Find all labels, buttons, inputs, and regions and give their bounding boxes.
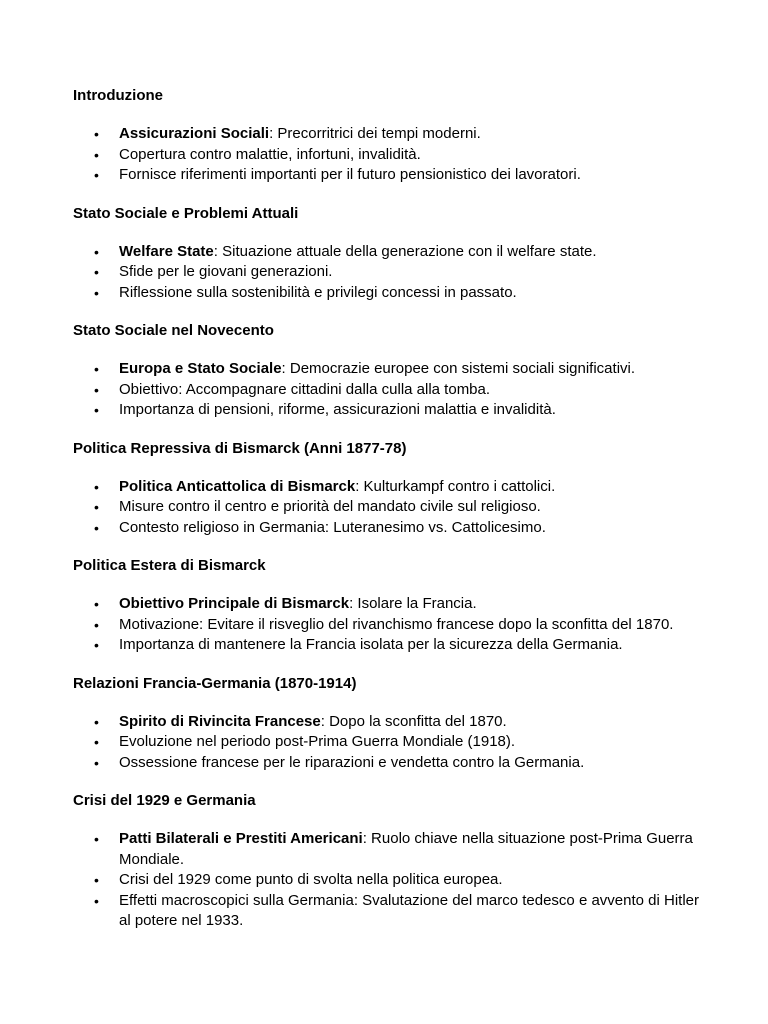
bullet-text: Fornisce riferimenti importanti per il futuro pensionistico dei lavoratori.: [119, 166, 581, 183]
bullet-text: Importanza di mantenere la Francia isolata per la sicurezza della Germania.: [119, 636, 623, 653]
bullet-dot-icon: •: [94, 616, 99, 633]
bullet-dot-icon: •: [94, 146, 99, 163]
section-heading: Relazioni Francia-Germania (1870-1914): [73, 674, 357, 692]
bullet-list: [73, 359, 713, 421]
bullet-text: : Situazione attuale della generazione con il welfare state.: [213, 242, 597, 260]
bullet-dot-icon: •: [94, 167, 99, 183]
bullet-list: [73, 829, 713, 932]
section-heading: Introduzione: [73, 87, 163, 104]
bullet-text: : Precorritrici dei tempi moderni.: [269, 125, 481, 142]
bullet-lead-term: Spirito di Rivincita Francese: [119, 712, 321, 730]
list-item: [73, 242, 713, 263]
bullet-dot-icon: •: [94, 478, 99, 495]
list-item: [73, 145, 713, 166]
list-item: [73, 165, 713, 186]
list-item: [73, 359, 713, 380]
bullet-dot-icon: •: [94, 754, 99, 771]
list-item: [73, 380, 713, 401]
section-heading: Politica Repressiva di Bismarck (Anni 1877-78): [73, 439, 407, 457]
list-item: [73, 124, 713, 145]
bullet-dot-icon: •: [94, 361, 99, 377]
list-item: [73, 477, 713, 498]
list-item: [73, 829, 713, 870]
bullet-text: Obiettivo: Accompagnare cittadini dalla culla alla tomba.: [119, 380, 491, 398]
list-item: [73, 870, 713, 891]
list-item: [73, 712, 713, 733]
bullet-text: Motivazione: Evitare il risveglio del rivanchismo francese dopo la sconfitta del 1870.: [119, 615, 674, 633]
bullet-dot-icon: •: [94, 126, 99, 142]
bullet-dot-icon: •: [94, 284, 99, 301]
bullet-lead-term: Obiettivo Principale di Bismarck: [119, 595, 350, 612]
section-heading: Politica Estera di Bismarck: [73, 557, 266, 574]
bullet-lead-term: Assicurazioni Sociali: [119, 125, 270, 142]
bullet-text: : Ruolo chiave nella situazione post-Prima Guerra Mondiale.: [119, 830, 693, 868]
bullet-dot-icon: •: [94, 264, 99, 280]
list-item: [73, 262, 713, 283]
bullet-dot-icon: •: [94, 831, 99, 847]
bullet-text: : Dopo la sconfitta del 1870.: [320, 712, 507, 730]
list-item: [73, 732, 713, 753]
bullet-lead-term: Politica Anticattolica di Bismarck: [119, 477, 356, 495]
bullet-text: Misure contro il centro e priorità del mandato civile sul religioso.: [119, 498, 541, 515]
bullet-dot-icon: •: [94, 872, 99, 888]
bullet-text: Crisi del 1929 come punto di svolta nella politica europea.: [119, 871, 503, 888]
list-item: [73, 635, 713, 656]
bullet-text: : Isolare la Francia.: [349, 595, 477, 612]
bullet-text: Contesto religioso in Germania: Luteranesimo vs. Cattolicesimo.: [119, 518, 546, 536]
bullet-list: [73, 242, 713, 304]
list-item: [73, 518, 713, 539]
bullet-dot-icon: •: [94, 892, 99, 909]
bullet-lead-term: Welfare State: [119, 242, 214, 260]
bullet-dot-icon: •: [94, 713, 99, 730]
list-item: [73, 497, 713, 518]
bullet-dot-icon: •: [94, 519, 99, 536]
bullet-dot-icon: •: [94, 381, 99, 398]
section-heading: Crisi del 1929 e Germania: [73, 792, 256, 809]
section-heading: Stato Sociale nel Novecento: [73, 322, 274, 339]
bullet-dot-icon: •: [94, 734, 99, 750]
bullet-dot-icon: •: [94, 402, 99, 418]
bullet-text: Riflessione sulla sostenibilità e privilegi concessi in passato.: [119, 283, 517, 301]
bullet-list: [73, 124, 713, 186]
section-heading: Stato Sociale e Problemi Attuali: [73, 204, 299, 222]
list-item: [73, 400, 713, 421]
list-item: [73, 891, 713, 932]
list-item: [73, 283, 713, 304]
document-page: [73, 86, 713, 950]
bullet-text: Effetti macroscopici sulla Germania: Svalutazione del marco tedesco e avvento di Hitler al potere nel 1933.: [119, 891, 699, 929]
bullet-list: [73, 712, 713, 774]
list-item: [73, 615, 713, 636]
bullet-dot-icon: •: [94, 243, 99, 260]
bullet-dot-icon: •: [94, 596, 99, 612]
bullet-text: Sfide per le giovani generazioni.: [119, 263, 333, 280]
bullet-dot-icon: •: [94, 637, 99, 653]
bullet-text: Evoluzione nel periodo post-Prima Guerra Mondiale (1918).: [119, 733, 516, 750]
list-item: [73, 594, 713, 615]
bullet-text: Copertura contro malattie, infortuni, invalidità.: [119, 145, 421, 163]
bullet-text: : Democrazie europee con sistemi sociali significativi.: [281, 360, 636, 377]
bullet-lead-term: Europa e Stato Sociale: [119, 360, 282, 377]
bullet-list: [73, 594, 713, 656]
bullet-text: : Kulturkampf contro i cattolici.: [355, 477, 556, 495]
bullet-text: Ossessione francese per le riparazioni e vendetta contro la Germania.: [119, 753, 585, 771]
list-item: [73, 753, 713, 774]
bullet-lead-term: Patti Bilaterali e Prestiti Americani: [119, 830, 363, 847]
bullet-dot-icon: •: [94, 499, 99, 515]
bullet-list: [73, 477, 713, 539]
bullet-text: Importanza di pensioni, riforme, assicurazioni malattia e invalidità.: [119, 401, 556, 418]
